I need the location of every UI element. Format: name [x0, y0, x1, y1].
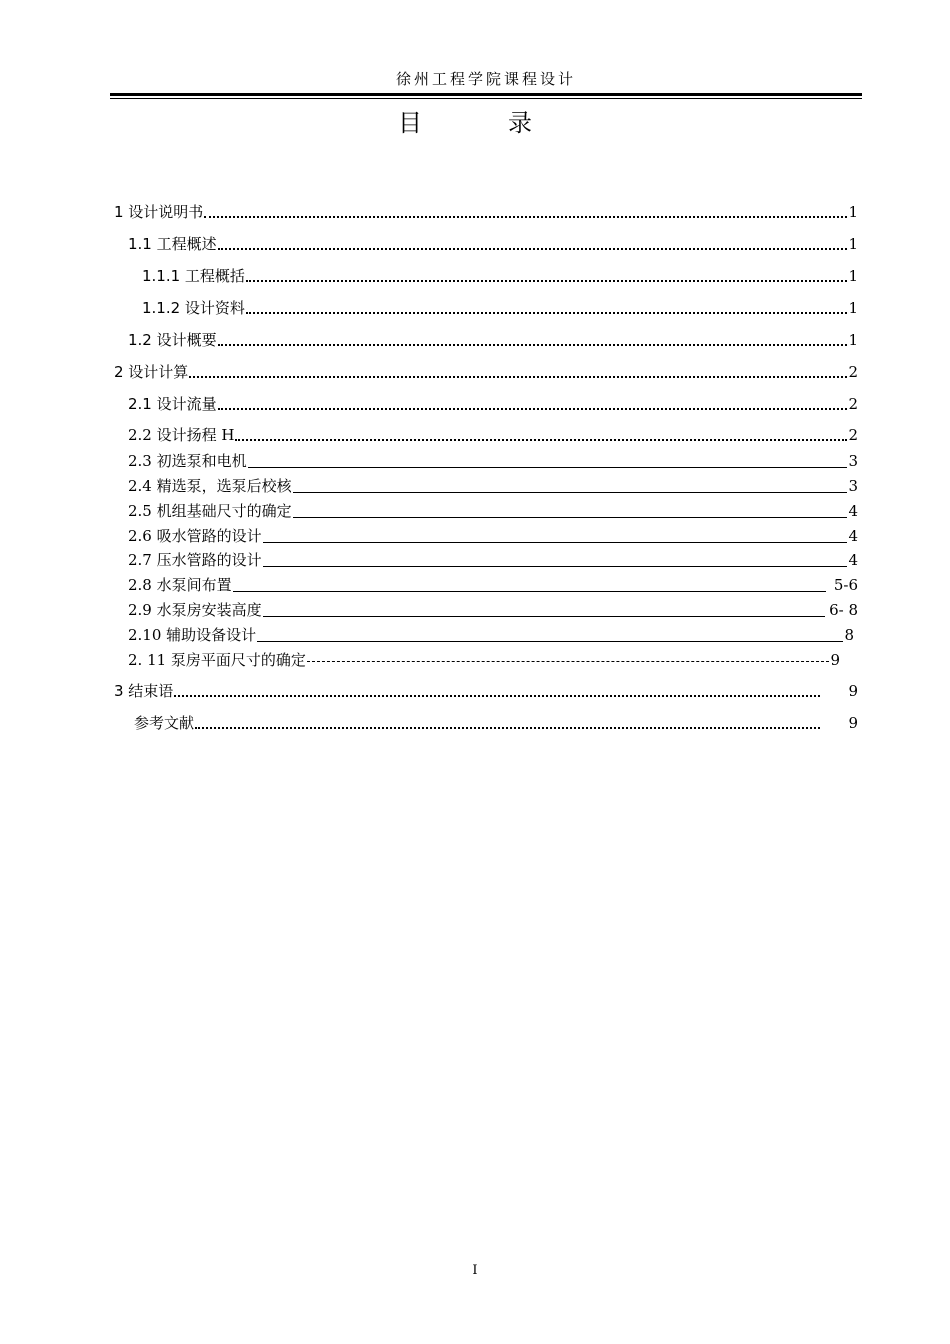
toc-entry-label: 2.7 压水管路的设计 [128, 551, 262, 569]
toc-leader [218, 248, 848, 250]
toc-entry[interactable] [128, 234, 858, 254]
toc-entry-page: 9 [830, 651, 840, 669]
toc-leader [246, 280, 848, 282]
toc-entry[interactable] [128, 425, 858, 445]
page-number: I [472, 1263, 478, 1278]
toc-leader [246, 312, 848, 314]
toc-entry-label: 2.1 设计流量 [128, 395, 217, 413]
toc-entry-label: 2 设计计算 [114, 363, 189, 381]
toc-entry-label: 2.4 精选泵，选泵后校核 [128, 477, 292, 495]
toc-entry-label: 1 设计说明书 [114, 203, 204, 221]
toc-entry-label: 2. 11 泵房平面尺寸的确定 [128, 651, 306, 669]
toc-leader [248, 467, 848, 468]
toc-entry-label: 2.9 水泵房安装高度 [128, 601, 262, 619]
toc-leader [263, 566, 848, 567]
toc-entry-label: 2.10 辅助设备设计 [128, 626, 257, 644]
toc-entry-label: 3 结束语 [114, 682, 174, 700]
toc-entry[interactable] [128, 600, 858, 620]
toc-leader [263, 616, 825, 617]
toc-title [398, 108, 532, 138]
toc-entry-page: 2 [848, 395, 858, 413]
header-rule-thick [110, 93, 862, 96]
toc-entry[interactable] [134, 713, 858, 733]
toc-entry-label: 2.6 吸水管路的设计 [128, 527, 262, 545]
toc-entry[interactable] [114, 362, 858, 382]
toc-leader [189, 376, 847, 378]
toc-entry-page: 9 [848, 682, 858, 700]
toc-entry-page: 3 [848, 452, 858, 470]
running-header: 徐州工程学院课程设计 [395, 70, 576, 88]
toc-entry[interactable] [128, 501, 858, 521]
toc-entry[interactable] [128, 550, 858, 570]
toc-entry-page: 1 [848, 299, 858, 317]
toc-entry-label: 1.2 设计概要 [128, 331, 217, 349]
toc-entry-page: 1 [848, 267, 858, 285]
toc-entry-label: 1.1 工程概述 [128, 235, 217, 253]
toc-entry-page: 5-6 [833, 576, 858, 594]
header-rule-thin [110, 98, 862, 99]
toc-entry-page: 1 [848, 235, 858, 253]
toc-entry-page: 4 [848, 502, 858, 520]
toc-entry[interactable] [128, 526, 858, 546]
toc-leader [218, 408, 848, 410]
toc-title-char-2: 录 [508, 109, 532, 137]
toc-entry-label: 2.3 初选泵和电机 [128, 452, 247, 470]
toc-leader [233, 591, 826, 592]
toc-entry[interactable] [128, 625, 854, 645]
toc-leader [293, 517, 848, 518]
toc-entry-label: 1.1.2 设计资料 [142, 299, 245, 317]
toc-leader [293, 492, 848, 493]
toc-entry[interactable] [128, 650, 840, 670]
toc-entry-page: 3 [848, 477, 858, 495]
toc-entry-page: 2 [848, 426, 858, 444]
toc-leader [218, 344, 848, 346]
toc-leader [263, 542, 848, 543]
toc-entry[interactable] [128, 394, 858, 414]
toc-entry-label: 2.8 水泵间布置 [128, 576, 232, 594]
toc-entry[interactable] [114, 202, 858, 222]
toc-leader [174, 695, 820, 697]
toc-entry-page: 4 [848, 527, 858, 545]
toc-entry-page: 4 [848, 551, 858, 569]
toc-title-char-1: 目 [398, 109, 422, 137]
toc-entry-page: 1 [848, 331, 858, 349]
toc-entry-page: 8 [844, 626, 854, 644]
toc-entry[interactable] [128, 330, 858, 350]
toc-entry-label: 2.2 设计扬程 H [128, 426, 235, 444]
toc-entry[interactable] [142, 266, 858, 286]
toc-entry-page: 1 [848, 203, 858, 221]
toc-entry-page: 9 [848, 714, 858, 732]
toc-entry-page: 2 [848, 363, 858, 381]
toc-leader [235, 439, 847, 441]
toc-leader [257, 641, 843, 642]
toc-entry[interactable] [128, 575, 858, 595]
toc-entry[interactable] [128, 476, 858, 496]
toc-entry-page: 6- 8 [829, 601, 858, 619]
toc-entry[interactable] [114, 681, 858, 701]
toc-entry-label: 参考文献 [134, 714, 195, 732]
toc-entry-label: 1.1.1 工程概括 [142, 267, 245, 285]
toc-leader [204, 216, 847, 218]
toc-entry[interactable] [128, 451, 858, 471]
toc-leader [307, 661, 830, 662]
toc-entry[interactable] [142, 298, 858, 318]
toc-leader [195, 727, 820, 729]
toc-entry-label: 2.5 机组基础尺寸的确定 [128, 502, 292, 520]
